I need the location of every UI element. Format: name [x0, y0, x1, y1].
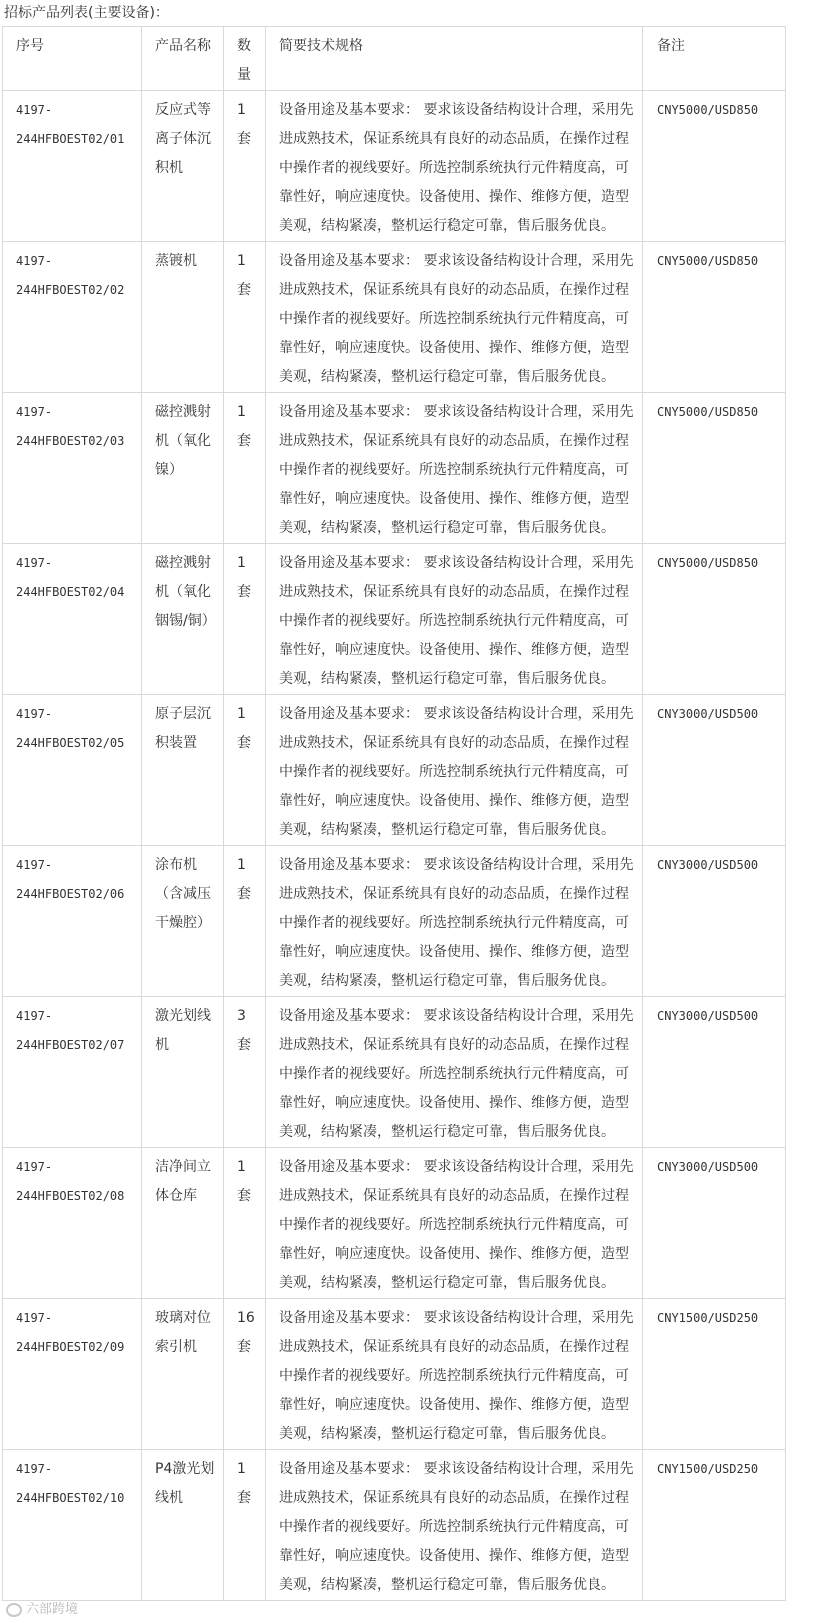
header-qty: 数量	[224, 27, 266, 91]
table-row	[3, 91, 786, 242]
row-qty-cell: 1套	[224, 695, 266, 846]
row-id-prefix: 4197-	[16, 1160, 53, 1174]
row-id-prefix: 4197-	[16, 707, 53, 721]
row-id-suffix: 244HFBOEST02/10	[16, 1491, 125, 1505]
product-table	[2, 26, 786, 1601]
row-id-cell	[3, 91, 142, 242]
row-name-cell: 磁控溅射机（氧化镍）	[142, 393, 224, 544]
product-table-body	[3, 27, 786, 1601]
row-id-cell	[3, 1148, 142, 1299]
row-id-cell	[3, 1299, 142, 1450]
row-id-prefix: 4197-	[16, 556, 53, 570]
row-id-cell	[3, 242, 142, 393]
row-spec-cell: 设备用途及基本要求： 要求该设备结构设计合理，采用先进成熟技术，保证系统具有良好的动态品质，在操作过程中操作者的视线要好。所选控制系统执行元件精度高，可靠性好，响应速度快。设备使用、操作、维修方便，造型美观，结构紧凑，整机运行稳定可靠，售后服务优良。	[266, 544, 643, 695]
row-note-cell: CNY3000/USD500	[643, 695, 786, 846]
row-note-cell: CNY3000/USD500	[643, 997, 786, 1148]
row-note-cell: CNY5000/USD850	[643, 393, 786, 544]
table-row	[3, 695, 786, 846]
row-spec-cell: 设备用途及基本要求： 要求该设备结构设计合理，采用先进成熟技术，保证系统具有良好的动态品质，在操作过程中操作者的视线要好。所选控制系统执行元件精度高，可靠性好，响应速度快。设备使用、操作、维修方便，造型美观，结构紧凑，整机运行稳定可靠，售后服务优良。	[266, 91, 643, 242]
row-name-cell: 原子层沉积装置	[142, 695, 224, 846]
row-id-prefix: 4197-	[16, 1311, 53, 1325]
row-id-suffix: 244HFBOEST02/06	[16, 887, 125, 901]
row-qty-cell: 1套	[224, 393, 266, 544]
header-note: 备注	[643, 27, 786, 91]
row-qty-cell: 3套	[224, 997, 266, 1148]
row-note-cell: CNY5000/USD850	[643, 544, 786, 695]
row-id-cell	[3, 846, 142, 997]
watermark-text: 六部跨境	[26, 1602, 79, 1617]
row-id-prefix: 4197-	[16, 405, 53, 419]
row-id-suffix: 244HFBOEST02/01	[16, 132, 125, 146]
row-id-suffix: 244HFBOEST02/03	[16, 434, 125, 448]
table-row	[3, 1450, 786, 1601]
table-row	[3, 393, 786, 544]
row-id-cell	[3, 1450, 142, 1601]
row-spec-cell: 设备用途及基本要求： 要求该设备结构设计合理，采用先进成熟技术，保证系统具有良好的动态品质，在操作过程中操作者的视线要好。所选控制系统执行元件精度高，可靠性好，响应速度快。设备使用、操作、维修方便，造型美观，结构紧凑，整机运行稳定可靠，售后服务优良。	[266, 242, 643, 393]
row-spec-cell: 设备用途及基本要求： 要求该设备结构设计合理，采用先进成熟技术，保证系统具有良好的动态品质，在操作过程中操作者的视线要好。所选控制系统执行元件精度高，可靠性好，响应速度快。设备使用、操作、维修方便，造型美观，结构紧凑，整机运行稳定可靠，售后服务优良。	[266, 1450, 643, 1601]
table-row	[3, 544, 786, 695]
row-name-cell: 磁控溅射机（氧化铟锡/铜）	[142, 544, 224, 695]
row-spec-cell: 设备用途及基本要求： 要求该设备结构设计合理，采用先进成熟技术，保证系统具有良好的动态品质，在操作过程中操作者的视线要好。所选控制系统执行元件精度高，可靠性好，响应速度快。设备使用、操作、维修方便，造型美观，结构紧凑，整机运行稳定可靠，售后服务优良。	[266, 393, 643, 544]
row-note-cell: CNY3000/USD500	[643, 846, 786, 997]
header-name: 产品名称	[142, 27, 224, 91]
row-qty-cell: 1套	[224, 846, 266, 997]
row-id-cell	[3, 695, 142, 846]
row-id-prefix: 4197-	[16, 1462, 53, 1476]
row-qty-cell: 1套	[224, 242, 266, 393]
header-id: 序号	[3, 27, 142, 91]
table-row	[3, 1148, 786, 1299]
row-id-suffix: 244HFBOEST02/08	[16, 1189, 125, 1203]
row-spec-cell: 设备用途及基本要求： 要求该设备结构设计合理，采用先进成熟技术，保证系统具有良好的动态品质，在操作过程中操作者的视线要好。所选控制系统执行元件精度高，可靠性好，响应速度快。设备使用、操作、维修方便，造型美观，结构紧凑，整机运行稳定可靠，售后服务优良。	[266, 1299, 643, 1450]
row-qty-cell: 1套	[224, 1148, 266, 1299]
row-spec-cell: 设备用途及基本要求： 要求该设备结构设计合理，采用先进成熟技术，保证系统具有良好的动态品质，在操作过程中操作者的视线要好。所选控制系统执行元件精度高，可靠性好，响应速度快。设备使用、操作、维修方便，造型美观，结构紧凑，整机运行稳定可靠，售后服务优良。	[266, 1148, 643, 1299]
row-id-suffix: 244HFBOEST02/05	[16, 736, 125, 750]
row-id-suffix: 244HFBOEST02/07	[16, 1038, 125, 1052]
row-id-prefix: 4197-	[16, 858, 53, 872]
row-note-cell: CNY1500/USD250	[643, 1450, 786, 1601]
watermark	[6, 1598, 78, 1617]
table-row	[3, 846, 786, 997]
row-note-cell: CNY3000/USD500	[643, 1148, 786, 1299]
row-name-cell: 洁净间立体仓库	[142, 1148, 224, 1299]
table-row	[3, 997, 786, 1148]
watermark-logo-icon	[6, 1603, 22, 1617]
row-name-cell: 涂布机（含减压干燥腔）	[142, 846, 224, 997]
row-spec-cell: 设备用途及基本要求： 要求该设备结构设计合理，采用先进成熟技术，保证系统具有良好的动态品质，在操作过程中操作者的视线要好。所选控制系统执行元件精度高，可靠性好，响应速度快。设备使用、操作、维修方便，造型美观，结构紧凑，整机运行稳定可靠，售后服务优良。	[266, 846, 643, 997]
row-id-suffix: 244HFBOEST02/09	[16, 1340, 125, 1354]
row-id-prefix: 4197-	[16, 103, 53, 117]
row-name-cell: 蒸镀机	[142, 242, 224, 393]
row-name-cell: 玻璃对位索引机	[142, 1299, 224, 1450]
row-name-cell: 激光划线机	[142, 997, 224, 1148]
row-id-prefix: 4197-	[16, 254, 53, 268]
page-title: 招标产品列表(主要设备)：	[4, 5, 169, 21]
row-name-cell: P4激光划线机	[142, 1450, 224, 1601]
row-qty-cell: 1套	[224, 544, 266, 695]
row-note-cell: CNY5000/USD850	[643, 242, 786, 393]
row-id-cell	[3, 544, 142, 695]
row-id-suffix: 244HFBOEST02/02	[16, 283, 125, 297]
row-id-suffix: 244HFBOEST02/04	[16, 585, 125, 599]
row-spec-cell: 设备用途及基本要求： 要求该设备结构设计合理，采用先进成熟技术，保证系统具有良好的动态品质，在操作过程中操作者的视线要好。所选控制系统执行元件精度高，可靠性好，响应速度快。设备使用、操作、维修方便，造型美观，结构紧凑，整机运行稳定可靠，售后服务优良。	[266, 695, 643, 846]
table-row	[3, 1299, 786, 1450]
row-qty-cell: 16套	[224, 1299, 266, 1450]
row-note-cell: CNY5000/USD850	[643, 91, 786, 242]
row-spec-cell: 设备用途及基本要求： 要求该设备结构设计合理，采用先进成熟技术，保证系统具有良好的动态品质，在操作过程中操作者的视线要好。所选控制系统执行元件精度高，可靠性好，响应速度快。设备使用、操作、维修方便，造型美观，结构紧凑，整机运行稳定可靠，售后服务优良。	[266, 997, 643, 1148]
row-qty-cell: 1套	[224, 1450, 266, 1601]
row-id-prefix: 4197-	[16, 1009, 53, 1023]
row-name-cell: 反应式等离子体沉积机	[142, 91, 224, 242]
table-row	[3, 242, 786, 393]
header-spec: 简要技术规格	[266, 27, 643, 91]
row-id-cell	[3, 997, 142, 1148]
row-qty-cell: 1套	[224, 91, 266, 242]
table-header-row	[3, 27, 786, 91]
row-id-cell	[3, 393, 142, 544]
row-note-cell: CNY1500/USD250	[643, 1299, 786, 1450]
